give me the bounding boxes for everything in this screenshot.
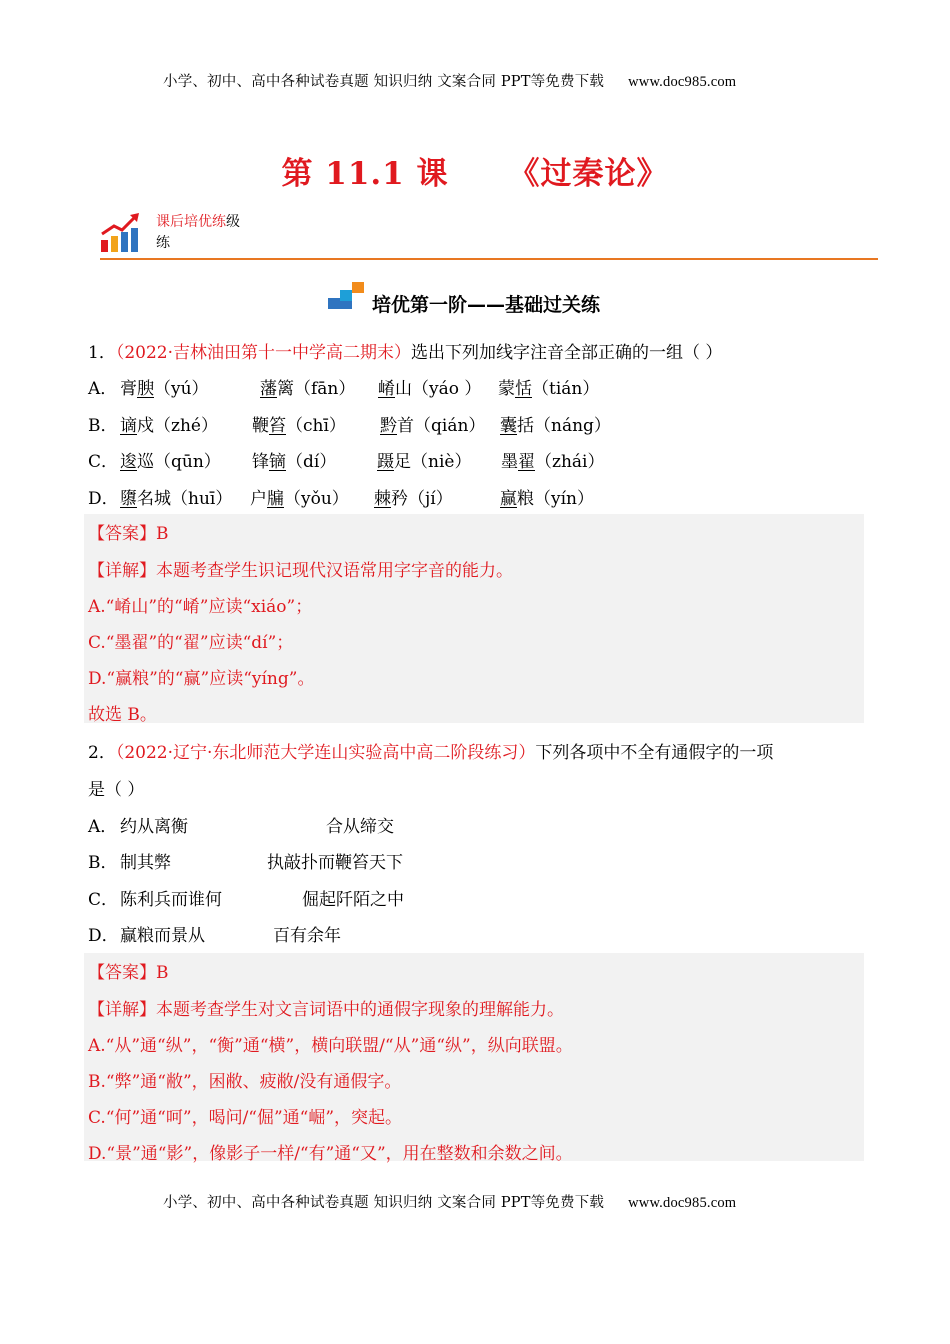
q2-option-d[interactable]: D．赢粮而景从 百有余年	[88, 921, 341, 946]
q2-detail-line: C.“何”通“呵”，喝问/“倔”通“崛”，突起。	[88, 1108, 403, 1128]
option-letter: D．	[88, 489, 119, 509]
q2-detail-line: A.“从”通“纵”，“衡”通“横”，横向联盟/“从”通“纵”，纵向联盟。	[88, 1036, 573, 1056]
question-2-text: 下列各项中不全有通假字的一项	[535, 743, 774, 763]
lesson-name: 《过秦论》	[508, 156, 669, 192]
q1-option-c[interactable]: C． 逡巡（qūn） 锋镝（dí） 蹑足（niè） 墨翟（zhái）	[88, 447, 604, 472]
q2-answer-box	[84, 953, 864, 1164]
q2-detail-line: B.“弊”通“敝”，困敝、疲敝/没有通假字。	[88, 1072, 402, 1092]
question-2-stem	[88, 738, 773, 763]
q2-option-a[interactable]: A． 约从离衡 合从缔交	[88, 812, 394, 837]
q2-detail-line: 【详解】本题考查学生对文言词语中的通假字现象的理解能力。	[88, 1000, 564, 1020]
option-letter: A．	[88, 379, 118, 399]
footer-text: 小学、初中、高中各种试卷真题 知识归纳 文案合同 PPT等免费下载	[163, 1195, 605, 1211]
footer-url[interactable]: www.doc985.com	[628, 1195, 737, 1211]
section-title: 培优第一阶——基础过关练	[372, 294, 601, 316]
q1-detail-line: D.“赢粮”的“赢”应读“yíng”。	[88, 669, 315, 689]
page-footer	[163, 1191, 736, 1212]
q1-detail-line: C.“墨翟”的“翟”应读“dí”；	[88, 633, 294, 653]
option-letter: C．	[88, 452, 119, 472]
question-2-number: 2．	[88, 743, 116, 763]
question-2-source: （2022·辽宁·东北师范大学连山实验高中高二阶段练习）	[115, 743, 536, 763]
steps-icon	[328, 282, 368, 310]
level-label-red: 课后培优练	[156, 214, 226, 230]
option-letter: B．	[88, 853, 118, 873]
header-text: 小学、初中、高中各种试卷真题 知识归纳 文案合同 PPT等免费下载	[163, 74, 605, 90]
growth-chart-icon	[100, 212, 142, 254]
q1-detail-line: 【详解】本题考查学生识记现代汉语常用字字音的能力。	[88, 561, 513, 581]
q2-option-c[interactable]: C． 陈利兵而谁何 倔起阡陌之中	[88, 885, 404, 910]
question-2-stem-cont: 是（ ）	[88, 780, 145, 800]
option-letter: A．	[88, 817, 118, 837]
q1-option-d[interactable]: D．隳名城（huī） 户牖（yǒu） 棘矜（jí） 赢粮（yín）	[88, 484, 594, 509]
option-letter: D．	[88, 926, 119, 946]
level-label-black-1: 级	[226, 214, 240, 230]
question-1-text: 选出下列加线字注音全部正确的一组（ ）	[411, 343, 723, 363]
q1-option-a[interactable]: A． 膏腴（yú） 藩篱（fān） 崤山（yáo ） 蒙恬（tián）	[88, 374, 599, 399]
option-letter: B．	[88, 416, 118, 436]
q1-detail-line: 故选 B。	[88, 705, 157, 725]
level-label	[156, 212, 266, 254]
question-1-number: 1．	[88, 343, 116, 363]
question-1-stem	[88, 338, 722, 363]
q2-answer: 【答案】B	[88, 963, 169, 983]
option-letter: C．	[88, 890, 119, 910]
divider-rule	[100, 258, 878, 260]
lesson-number: 第 11.1 课	[281, 156, 449, 192]
q2-detail-line: D.“景”通“影”，像影子一样/“有”通“又”，用在整数和余数之间。	[88, 1144, 573, 1164]
question-1-source: （2022·吉林油田第十一中学高二期末）	[115, 343, 411, 363]
q1-answer: 【答案】B	[88, 524, 169, 544]
q1-option-b[interactable]: B． 谪戍（zhé） 鞭笞（chī） 黔首（qián） 囊括（náng）	[88, 411, 611, 436]
page-title	[0, 148, 950, 193]
q1-detail-line: A.“崤山”的“崤”应读“xiáo”；	[88, 597, 313, 617]
q1-answer-box	[84, 514, 864, 723]
q2-option-b[interactable]: B． 制其弊 执敲扑而鞭笞天下	[88, 848, 403, 873]
page-header	[163, 70, 736, 91]
level-label-black-2: 练	[156, 235, 170, 251]
header-url[interactable]: www.doc985.com	[628, 74, 737, 90]
